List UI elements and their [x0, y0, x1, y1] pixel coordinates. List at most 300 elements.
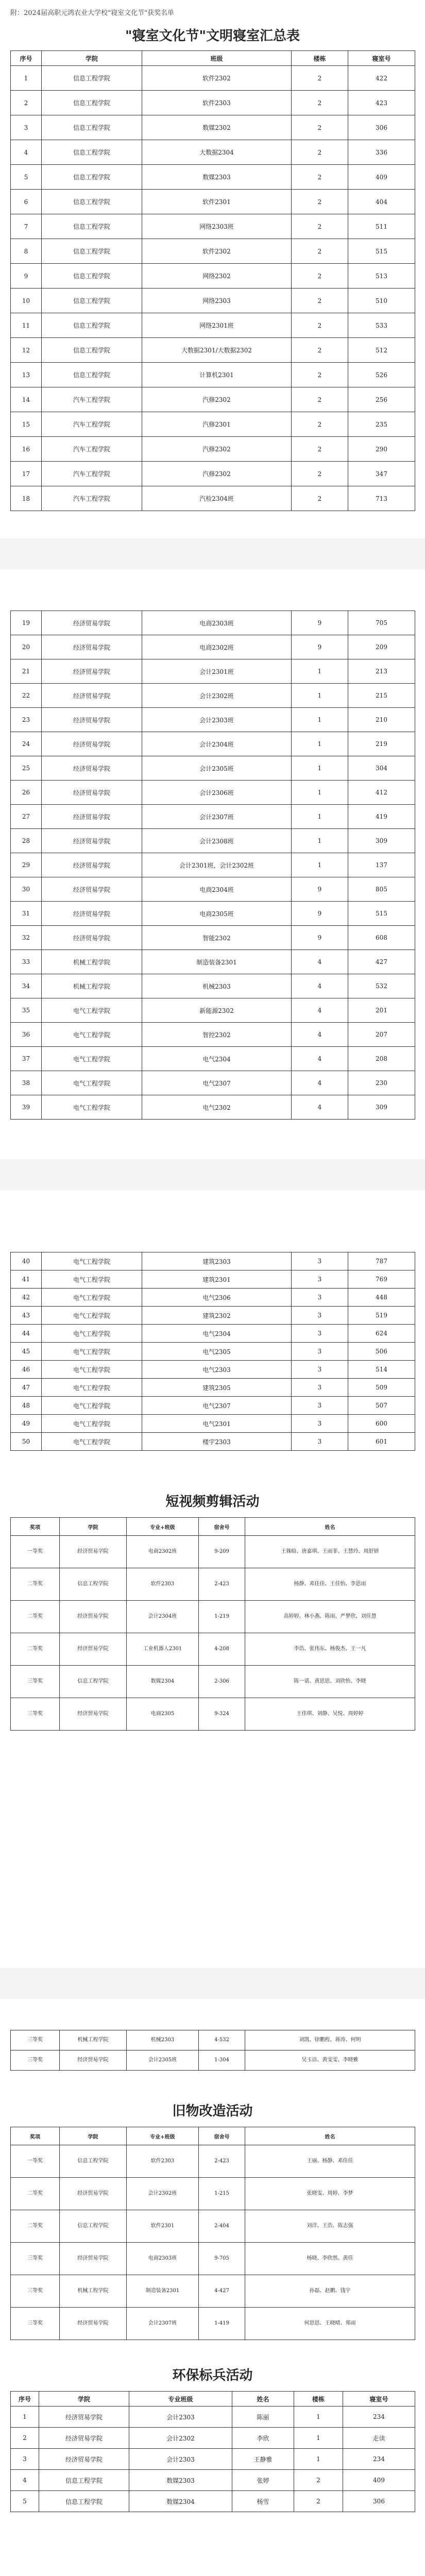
table-cell: 5 [11, 2491, 39, 2512]
table-cell: 787 [348, 1252, 415, 1270]
table-cell: 电气工程学院 [42, 1433, 142, 1451]
table-row [11, 853, 415, 877]
table-cell: 智能2302 [142, 926, 292, 950]
table-cell: 会计2307班 [127, 2308, 199, 2340]
table-row [11, 1270, 415, 1289]
table-cell: 4 [292, 1071, 348, 1095]
table-cell: 290 [348, 437, 415, 462]
table-cell: 526 [348, 363, 415, 387]
table-row [11, 1633, 415, 1666]
table-cell: 608 [348, 926, 415, 950]
table-cell: 汽修2302 [142, 437, 292, 462]
table-cell: 20 [11, 635, 42, 659]
table-row [11, 2470, 415, 2491]
table-row [11, 1397, 415, 1415]
table-cell: 电气2301 [142, 1415, 292, 1433]
table-cell: 213 [348, 659, 415, 684]
table-row [11, 165, 415, 190]
table-cell: 电气工程学院 [42, 1379, 142, 1397]
header-name: 姓名 [232, 2392, 294, 2406]
table-cell: 电商2302班 [127, 1536, 199, 1568]
table-cell: 1 [292, 853, 348, 877]
table-cell: 24 [11, 732, 42, 756]
table-row [11, 1433, 415, 1451]
table-cell: 电气工程学院 [42, 1071, 142, 1095]
table-header-row [11, 51, 415, 66]
table-cell: 207 [348, 1023, 415, 1047]
header-college: 学院 [60, 1518, 127, 1536]
table-cell: 三等奖 [11, 2308, 60, 2340]
table-cell: 3 [292, 1252, 348, 1270]
table-cell: 楼宇2303 [142, 1433, 292, 1451]
table-row [11, 1536, 415, 1568]
table-cell: 会计2303 [129, 2406, 232, 2428]
table-cell: 14 [11, 387, 42, 412]
table-cell: 1 [11, 66, 42, 91]
table-cell: 电气工程学院 [42, 1289, 142, 1307]
table-row [11, 1047, 415, 1071]
table-cell: 电气工程学院 [42, 1361, 142, 1379]
table-row [11, 1361, 415, 1379]
table-cell: 137 [348, 853, 415, 877]
table-cell: 22 [11, 684, 42, 708]
table-cell: 刘洋、王浩、陈志强 [245, 2210, 415, 2243]
table-row [11, 684, 415, 708]
table-cell: 2 [292, 264, 348, 289]
table-cell: 448 [348, 1289, 415, 1307]
table-cell: 网络2303班 [142, 214, 292, 239]
table-cell: 32 [11, 926, 42, 950]
table-cell: 会计2305班 [142, 756, 292, 781]
table-row [11, 974, 415, 998]
table-cell: 电气工程学院 [42, 1047, 142, 1071]
table-cell: 412 [348, 781, 415, 805]
table-cell: 经济贸易学院 [42, 756, 142, 781]
table-row [11, 190, 415, 214]
table-row [11, 950, 415, 974]
table-cell: 汽修2302 [142, 387, 292, 412]
table-cell: 50 [11, 1433, 42, 1451]
table-cell: 信息工程学院 [42, 140, 142, 165]
table-cell: 汽检2304班 [142, 486, 292, 511]
table-cell: 3 [292, 1433, 348, 1451]
table-cell: 电气工程学院 [42, 1343, 142, 1361]
table-cell: 孙磊、赵鹏、钱宇 [245, 2275, 415, 2308]
table-cell: 大数据2301/大数据2302 [142, 338, 292, 363]
document-caption: 附：2024届高职元鸿农业大学校"寝室文化节"获奖名单 [10, 9, 175, 17]
table-cell: 409 [348, 165, 415, 190]
table-cell: 13 [11, 363, 42, 387]
table-cell: 509 [348, 1379, 415, 1397]
table-cell: 38 [11, 1071, 42, 1095]
table-cell: 一等奖 [11, 1536, 60, 1568]
table-cell: 29 [11, 853, 42, 877]
table-cell: 经济贸易学院 [42, 659, 142, 684]
table-cell: 汽车工程学院 [42, 486, 142, 511]
dorm-table-part-2 [10, 611, 415, 1120]
table-cell: 电商2305班 [142, 902, 292, 926]
table-cell: 4 [11, 2470, 39, 2491]
table-cell: 建筑2302 [142, 1307, 292, 1325]
table-cell: 工业机器人2301 [127, 1633, 199, 1666]
table-cell: 514 [348, 1361, 415, 1379]
table-cell: 21 [11, 659, 42, 684]
table-cell: 7 [11, 214, 42, 239]
table-cell: 经济贸易学院 [42, 781, 142, 805]
table-cell: 经济贸易学院 [42, 902, 142, 926]
table-row [11, 214, 415, 239]
table-cell: 805 [348, 877, 415, 902]
table-cell: 2-423 [199, 1568, 245, 1601]
table-cell: 210 [348, 708, 415, 732]
table-cell: 2-404 [199, 2210, 245, 2243]
table-cell: 信息工程学院 [39, 2470, 129, 2491]
table-cell: 234 [343, 2406, 415, 2428]
table-cell: 机械工程学院 [60, 2030, 127, 2050]
table-cell: 电气2305 [142, 1343, 292, 1361]
table-cell: 信息工程学院 [39, 2491, 129, 2512]
table-cell: 数媒2302 [142, 115, 292, 140]
table-cell: 2 [292, 239, 348, 264]
table-cell: 经济贸易学院 [42, 877, 142, 902]
table-cell: 423 [348, 91, 415, 115]
table-cell: 3 [11, 2449, 39, 2470]
table-cell: 新能源2302 [142, 998, 292, 1023]
table-cell: 经济贸易学院 [60, 1633, 127, 1666]
table-cell: 4 [292, 1095, 348, 1120]
table-cell: 数媒2304 [127, 1666, 199, 1698]
table-cell: 软件2302 [142, 66, 292, 91]
table-cell: 网络2302 [142, 264, 292, 289]
table-cell: 624 [348, 1325, 415, 1343]
table-cell: 422 [348, 66, 415, 91]
table-cell: 经济贸易学院 [42, 805, 142, 829]
header-college: 学院 [42, 51, 142, 66]
table-cell: 电气2304 [142, 1047, 292, 1071]
table-row [11, 805, 415, 829]
table-cell: 15 [11, 412, 42, 437]
table-cell: 会计2304班 [142, 732, 292, 756]
table-cell: 2 [294, 2491, 343, 2512]
table-cell: 王佳琪、刘静、吴悦、周婷婷 [245, 1698, 415, 1731]
table-cell: 256 [348, 387, 415, 412]
table-cell: 2-423 [199, 2145, 245, 2178]
table-row [11, 829, 415, 853]
video-award-table-cont [10, 2030, 415, 2071]
table-cell: 电气2307 [142, 1397, 292, 1415]
table-row [11, 1415, 415, 1433]
table-cell: 信息工程学院 [42, 313, 142, 338]
table-cell: 信息工程学院 [60, 1568, 127, 1601]
table-cell: 2 [292, 412, 348, 437]
table-cell: 23 [11, 708, 42, 732]
header-room: 宿舍号 [199, 1518, 245, 1536]
table-cell: 会计2307班 [142, 805, 292, 829]
table-cell: 12 [11, 338, 42, 363]
table-cell: 电气2302 [142, 1095, 292, 1120]
table-cell: 会计2304班 [127, 1601, 199, 1633]
table-cell: 1 [294, 2406, 343, 2428]
table-cell: 电气工程学院 [42, 1023, 142, 1047]
table-cell: 汽车工程学院 [42, 437, 142, 462]
table-cell: 1 [292, 732, 348, 756]
table-cell: 软件2303 [127, 2145, 199, 2178]
table-cell: 47 [11, 1379, 42, 1397]
table-cell: 2 [292, 289, 348, 313]
table-cell: 刘凯、徐鹏程、蒋涛、何明 [245, 2030, 415, 2050]
table-cell: 经济贸易学院 [42, 611, 142, 635]
table-cell: 机械工程学院 [42, 974, 142, 998]
table-cell: 3 [292, 1379, 348, 1397]
header-class: 专业+班级 [127, 2127, 199, 2145]
table-cell: 532 [348, 974, 415, 998]
table-row [11, 437, 415, 462]
table-cell: 走读 [343, 2428, 415, 2449]
table-cell: 智控2302 [142, 1023, 292, 1047]
table-row [11, 756, 415, 781]
table-row [11, 462, 415, 486]
table-row [11, 2050, 415, 2071]
table-cell: 会计2302班 [142, 684, 292, 708]
video-award-table [10, 1517, 415, 1731]
header-award: 奖项 [11, 1518, 60, 1536]
table-row [11, 2308, 415, 2340]
table-cell: 二等奖 [11, 1633, 60, 1666]
table-cell: 36 [11, 1023, 42, 1047]
table-cell: 39 [11, 1095, 42, 1120]
table-cell: 2-306 [199, 1666, 245, 1698]
header-college: 学院 [60, 2127, 127, 2145]
table-cell: 3 [292, 1343, 348, 1361]
table-cell: 信息工程学院 [60, 2210, 127, 2243]
table-cell: 经济贸易学院 [60, 2308, 127, 2340]
table-cell: 769 [348, 1270, 415, 1289]
table-cell: 电气工程学院 [42, 1252, 142, 1270]
table-cell: 信息工程学院 [42, 66, 142, 91]
table-cell: 数媒2303 [142, 165, 292, 190]
table-cell: 汽车工程学院 [42, 387, 142, 412]
page-4 [0, 1999, 425, 2576]
table-row [11, 2178, 415, 2210]
table-cell: 713 [348, 486, 415, 511]
table-row [11, 1568, 415, 1601]
table-cell: 1 [292, 781, 348, 805]
table-cell: 306 [343, 2491, 415, 2512]
table-cell: 4 [292, 998, 348, 1023]
table-cell: 9 [292, 611, 348, 635]
table-cell: 电气工程学院 [42, 998, 142, 1023]
table-cell: 制造装备2301 [142, 950, 292, 974]
table-row [11, 2406, 415, 2428]
header-award: 奖项 [11, 2127, 60, 2145]
table-cell: 306 [348, 115, 415, 140]
table-cell: 1-219 [199, 1601, 245, 1633]
table-cell: 3 [292, 1307, 348, 1325]
table-row [11, 1343, 415, 1361]
table-cell: 2 [11, 91, 42, 115]
table-cell: 2 [292, 165, 348, 190]
table-cell: 2 [292, 214, 348, 239]
table-cell: 215 [348, 684, 415, 708]
table-row [11, 1095, 415, 1120]
table-cell: 4 [11, 140, 42, 165]
table-cell: 2 [292, 486, 348, 511]
table-row [11, 1252, 415, 1270]
table-cell: 电气工程学院 [42, 1325, 142, 1343]
table-cell: 27 [11, 805, 42, 829]
table-header-row [11, 1518, 415, 1536]
table-cell: 44 [11, 1325, 42, 1343]
table-cell: 二等奖 [11, 1601, 60, 1633]
table-cell: 经济贸易学院 [39, 2449, 129, 2470]
table-row [11, 2449, 415, 2470]
table-cell: 三等奖 [11, 2275, 60, 2308]
eco-activity-title: 环保标兵活动 [172, 2368, 253, 2383]
table-cell: 信息工程学院 [42, 289, 142, 313]
table-cell: 会计2305班 [127, 2050, 199, 2071]
table-cell: 25 [11, 756, 42, 781]
table-cell: 41 [11, 1270, 42, 1289]
table-cell: 3 [292, 1361, 348, 1379]
table-cell: 电气2304 [142, 1325, 292, 1343]
table-cell: 软件2301 [127, 2210, 199, 2243]
header-index: 序号 [11, 2392, 39, 2406]
table-cell: 9-209 [199, 1536, 245, 1568]
table-cell: 16 [11, 437, 42, 462]
table-cell: 28 [11, 829, 42, 853]
table-cell: 515 [348, 239, 415, 264]
table-cell: 1-215 [199, 2178, 245, 2210]
table-row [11, 1289, 415, 1307]
table-row [11, 902, 415, 926]
table-cell: 235 [348, 412, 415, 437]
table-cell: 三等奖 [11, 2050, 60, 2071]
table-cell: 信息工程学院 [42, 239, 142, 264]
table-row [11, 998, 415, 1023]
table-cell: 2 [11, 2428, 39, 2449]
table-cell: 3 [292, 1289, 348, 1307]
table-cell: 19 [11, 611, 42, 635]
table-cell: 9-705 [199, 2243, 245, 2275]
table-cell: 9 [292, 877, 348, 902]
table-cell: 43 [11, 1307, 42, 1325]
table-row [11, 2275, 415, 2308]
video-activity-title: 短视频剪辑活动 [165, 1494, 260, 1510]
table-cell: 机械工程学院 [60, 2275, 127, 2308]
table-cell: 2 [292, 313, 348, 338]
table-cell: 9 [11, 264, 42, 289]
table-cell: 2 [292, 338, 348, 363]
header-building: 楼栋 [292, 51, 348, 66]
table-row [11, 781, 415, 805]
table-row [11, 387, 415, 412]
table-cell: 经济贸易学院 [42, 829, 142, 853]
table-cell: 电气工程学院 [42, 1307, 142, 1325]
table-cell: 600 [348, 1415, 415, 1433]
table-cell: 电气工程学院 [42, 1270, 142, 1289]
table-cell: 46 [11, 1361, 42, 1379]
header-room: 宿舍号 [199, 2127, 245, 2145]
page-1 [0, 0, 425, 538]
table-row [11, 2210, 415, 2243]
table-cell: 3 [292, 1325, 348, 1343]
table-cell: 9 [292, 902, 348, 926]
header-room: 寝室号 [343, 2392, 415, 2406]
header-class: 班级 [142, 51, 292, 66]
table-cell: 1 [11, 2406, 39, 2428]
table-cell: 汽车工程学院 [42, 412, 142, 437]
table-cell: 40 [11, 1252, 42, 1270]
table-cell: 48 [11, 1397, 42, 1415]
table-cell: 3 [292, 1270, 348, 1289]
table-cell: 电商2303班 [142, 611, 292, 635]
table-cell: 电气2307 [142, 1071, 292, 1095]
table-cell: 大数据2304 [142, 140, 292, 165]
table-cell: 33 [11, 950, 42, 974]
table-cell: 9 [292, 635, 348, 659]
table-cell: 234 [343, 2449, 415, 2470]
table-row [11, 338, 415, 363]
table-cell: 4 [292, 950, 348, 974]
table-cell: 515 [348, 902, 415, 926]
table-cell: 507 [348, 1397, 415, 1415]
table-cell: 汽修2301 [142, 412, 292, 437]
table-cell: 2 [292, 190, 348, 214]
table-cell: 419 [348, 805, 415, 829]
table-cell: 3 [292, 1397, 348, 1415]
table-cell: 电气2303 [142, 1361, 292, 1379]
recycle-activity-title: 旧物改造活动 [172, 2104, 253, 2119]
page-3 [0, 1190, 425, 1968]
table-cell: 427 [348, 950, 415, 974]
table-cell: 409 [343, 2470, 415, 2491]
table-cell: 2 [292, 363, 348, 387]
table-cell: 208 [348, 1047, 415, 1071]
table-row [11, 1325, 415, 1343]
table-cell: 经济贸易学院 [42, 635, 142, 659]
table-row [11, 2491, 415, 2512]
table-cell: 4 [292, 1047, 348, 1071]
table-cell: 经济贸易学院 [60, 1536, 127, 1568]
table-cell: 经济贸易学院 [42, 732, 142, 756]
dorm-table-part-1 [10, 50, 415, 511]
header-college: 学院 [39, 2392, 129, 2406]
table-cell: 会计2308班 [142, 829, 292, 853]
table-row [11, 635, 415, 659]
table-cell: 电商2305 [127, 1698, 199, 1731]
table-cell: 数媒2304 [129, 2491, 232, 2512]
table-cell: 计算机2301 [142, 363, 292, 387]
table-cell: 1 [292, 708, 348, 732]
table-cell: 510 [348, 289, 415, 313]
table-cell: 4-532 [199, 2030, 245, 2050]
table-cell: 电商2303班 [127, 2243, 199, 2275]
table-cell: 6 [11, 190, 42, 214]
table-cell: 2 [292, 387, 348, 412]
header-room: 寝室号 [348, 51, 415, 66]
table-cell: 陈丽 [232, 2406, 294, 2428]
table-cell: 219 [348, 732, 415, 756]
table-cell: 3 [292, 1415, 348, 1433]
table-row [11, 2243, 415, 2275]
table-cell: 经济贸易学院 [42, 853, 142, 877]
table-row [11, 412, 415, 437]
table-cell: 信息工程学院 [60, 2145, 127, 2178]
table-row [11, 2428, 415, 2449]
table-cell: 4-427 [199, 2275, 245, 2308]
table-cell: 26 [11, 781, 42, 805]
table-cell: 电气工程学院 [42, 1095, 142, 1120]
